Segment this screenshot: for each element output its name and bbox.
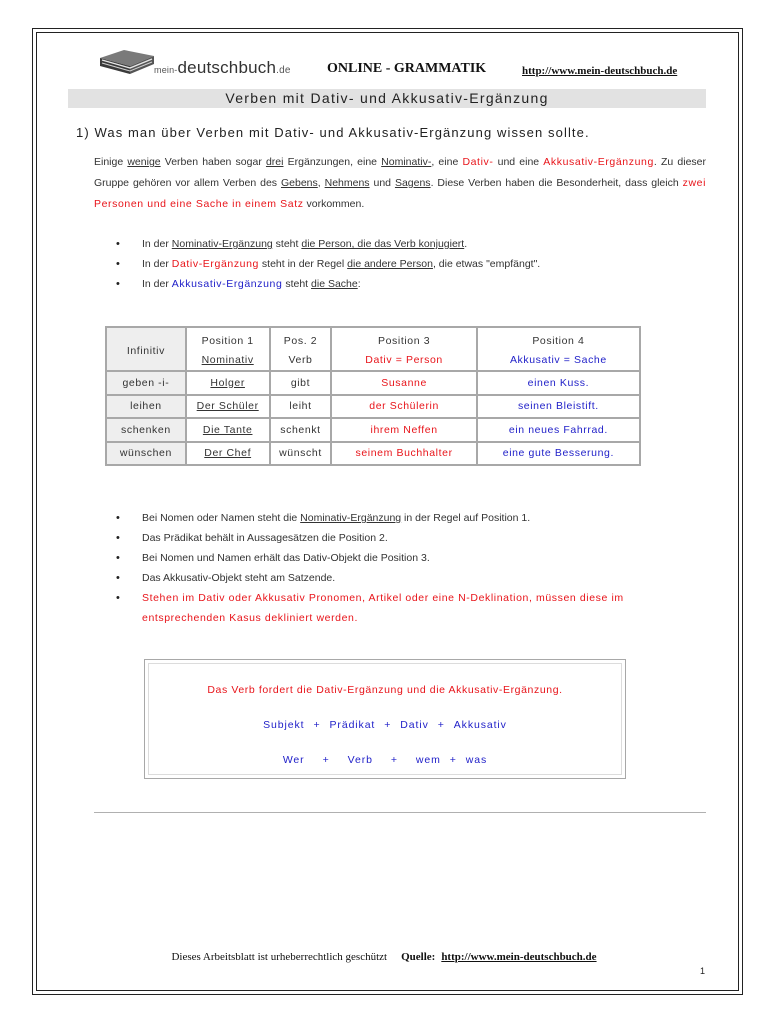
cell-infinitiv: geben -i- bbox=[106, 371, 186, 395]
footer bbox=[0, 951, 768, 963]
list-item: • Bei Nomen und Namen erhält das Dativ-Objekt die Position 3. bbox=[116, 548, 676, 568]
logo-tld: .de bbox=[276, 65, 291, 76]
bullet-list-cases bbox=[116, 234, 540, 294]
cell-nominativ: Holger bbox=[186, 371, 270, 395]
summary-box bbox=[144, 659, 626, 779]
list-item: • Bei Nomen oder Namen steht die Nominativ-Ergänzung in der Regel auf Position 1. bbox=[116, 508, 676, 528]
cell-dativ: ihrem Neffen bbox=[331, 418, 476, 442]
cell-akkusativ: einen Kuss. bbox=[477, 371, 640, 395]
intro-paragraph: Einige wenige Verben haben sogar drei Ergänzungen, eine Nominativ-, eine Dativ- und eine Akkusativ-Ergänzung. Zu dieser Gruppe gehören vor allem Verben des Gebens, Nehmens und Sagens. Diese Verben haben die Besonderheit, dass gleich zwei Personen und eine Sache in einem Satz vorkommen. bbox=[94, 156, 707, 210]
cell-verb: wünscht bbox=[270, 442, 332, 466]
cell-akkusativ: ein neues Fahrrad. bbox=[477, 418, 640, 442]
header-position-2: Pos. 2 Verb bbox=[270, 327, 332, 371]
cell-nominativ: Die Tante bbox=[186, 418, 270, 442]
logo[interactable] bbox=[94, 44, 324, 84]
logo-prefix: mein- bbox=[154, 65, 178, 75]
table-row bbox=[106, 371, 640, 395]
cell-verb: schenkt bbox=[270, 418, 332, 442]
cell-nominativ: Der Schüler bbox=[186, 395, 270, 419]
cell-akkusativ: seinen Bleistift. bbox=[477, 395, 640, 419]
book-logo-icon bbox=[98, 48, 156, 76]
table-row bbox=[106, 395, 640, 419]
list-item: • Das Akkusativ-Objekt steht am Satzende. bbox=[116, 568, 676, 588]
page-header bbox=[94, 44, 714, 84]
list-item: • In der Akkusativ-Ergänzung steht die Sache: bbox=[116, 274, 540, 294]
question-line: Wer + Verb + wem + was bbox=[282, 754, 488, 766]
header-position-4: Position 4 Akkusativ = Sache bbox=[477, 327, 640, 371]
summary-line: Das Verb fordert die Dativ-Ergänzung und die Akkusativ-Ergänzung. bbox=[207, 684, 563, 696]
section-label: ONLINE - GRAMMATIK bbox=[327, 61, 487, 76]
list-item: • Stehen im Dativ oder Akkusativ Pronomen, Artikel oder eine N-Deklination, müssen diese im entsprechenden Kasus dekliniert werden. bbox=[116, 588, 676, 628]
cell-dativ: Susanne bbox=[331, 371, 476, 395]
source-label: Quelle: bbox=[401, 951, 436, 963]
section-heading: 1) Was man über Verben mit Dativ- und Akkusativ-Ergänzung wissen sollte. bbox=[76, 125, 590, 140]
cell-infinitiv: schenken bbox=[106, 418, 186, 442]
cell-dativ: seinem Buchhalter bbox=[331, 442, 476, 466]
header-position-1: Position 1 Nominativ bbox=[186, 327, 270, 371]
page-title: Verben mit Dativ- und Akkusativ-Ergänzung bbox=[68, 89, 706, 108]
header-infinitiv: Infinitiv bbox=[106, 327, 186, 371]
cell-infinitiv: wünschen bbox=[106, 442, 186, 466]
table-row bbox=[106, 442, 640, 466]
cell-verb: leiht bbox=[270, 395, 332, 419]
table-header-row bbox=[106, 327, 640, 371]
verb-position-table bbox=[105, 326, 641, 466]
source-url-link[interactable]: http://www.mein-deutschbuch.de bbox=[441, 951, 597, 963]
page-number: 1 bbox=[700, 966, 706, 976]
logo-text bbox=[154, 58, 291, 78]
bullet-list-rules bbox=[116, 508, 676, 628]
list-item: • Das Prädikat behält in Aussagesätzen die Position 2. bbox=[116, 528, 676, 548]
divider bbox=[94, 812, 706, 813]
header-position-3: Position 3 Dativ = Person bbox=[331, 327, 476, 371]
list-item: • In der Nominativ-Ergänzung steht die Person, die das Verb konjugiert. bbox=[116, 234, 540, 254]
cell-verb: gibt bbox=[270, 371, 332, 395]
cell-nominativ: Der Chef bbox=[186, 442, 270, 466]
header-url-link[interactable]: http://www.mein-deutschbuch.de bbox=[522, 65, 678, 77]
cell-dativ: der Schülerin bbox=[331, 395, 476, 419]
cell-akkusativ: eine gute Besserung. bbox=[477, 442, 640, 466]
copyright-notice: Dieses Arbeitsblatt ist urheberrechtlich geschützt bbox=[171, 951, 388, 963]
cell-infinitiv: leihen bbox=[106, 395, 186, 419]
logo-brand: deutschbuch bbox=[177, 58, 277, 77]
list-item: • In der Dativ-Ergänzung steht in der Regel die andere Person, die etwas "empfängt". bbox=[116, 254, 540, 274]
formula-line: Subjekt + Prädikat + Dativ + Akkusativ bbox=[263, 719, 507, 731]
table-row bbox=[106, 418, 640, 442]
